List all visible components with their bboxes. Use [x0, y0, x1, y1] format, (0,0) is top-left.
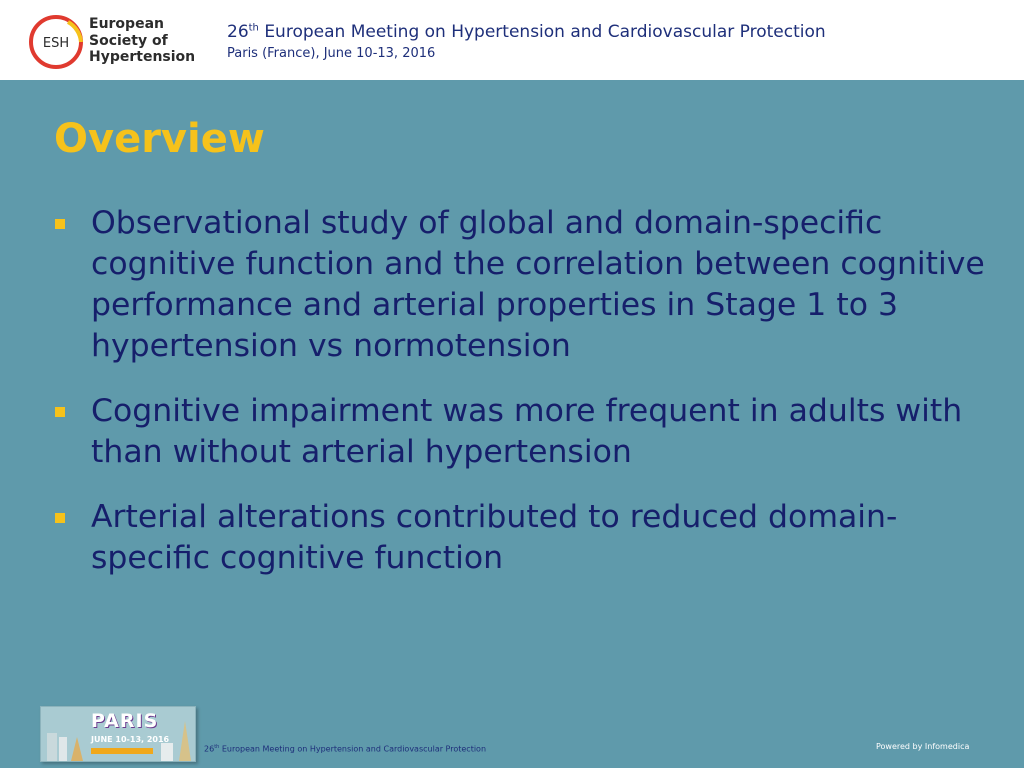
square-bullet-icon	[55, 219, 65, 229]
square-bullet-icon	[55, 513, 65, 523]
square-bullet-icon	[55, 407, 65, 417]
logo-abbr: ESH	[42, 36, 70, 51]
logo-line-2: Society of	[89, 32, 168, 49]
logo-line-1: European	[89, 16, 164, 32]
footer-meeting-title	[204, 744, 486, 754]
thumb-ribbon	[91, 748, 153, 754]
organization-name	[89, 16, 195, 66]
header-band	[0, 0, 1024, 80]
bullet-item	[54, 203, 994, 367]
thumb-dates: JUNE 10-13, 2016	[91, 735, 170, 744]
bullet-text: Cognitive impairment was more frequent in adults with than without arterial hypertension	[91, 393, 963, 470]
bullet-item	[54, 497, 994, 579]
meeting-name: European Meeting on Hypertension and Cardiovascular Protection	[264, 22, 826, 42]
bullet-text: Arterial alterations contributed to reduced domain-specific cognitive function	[91, 499, 898, 576]
bullet-item	[54, 391, 994, 473]
footer-meeting-suffix: th	[214, 744, 220, 750]
bullet-text: Observational study of global and domain-specific cognitive function and the correlation between cognitive performance and arterial properties in Stage 1 to 3 hypertension vs normotension	[91, 205, 985, 364]
powered-by: Powered by Infomedica	[876, 742, 970, 751]
esh-logo-icon	[28, 14, 84, 70]
footer-meeting-name: European Meeting on Hypertension and Cardiovascular Protection	[221, 744, 487, 754]
meeting-number: 26	[227, 22, 249, 42]
meeting-title	[227, 22, 826, 42]
thumb-title: PARIS	[91, 710, 159, 732]
bullet-list	[54, 203, 994, 579]
footer-meeting-number: 26	[204, 744, 215, 754]
slide-title: Overview	[54, 116, 265, 162]
meeting-location: Paris (France), June 10-13, 2016	[227, 46, 436, 61]
paris-meeting-logo	[40, 706, 196, 762]
meeting-suffix: th	[248, 22, 259, 34]
logo-line-3: Hypertension	[89, 49, 196, 65]
